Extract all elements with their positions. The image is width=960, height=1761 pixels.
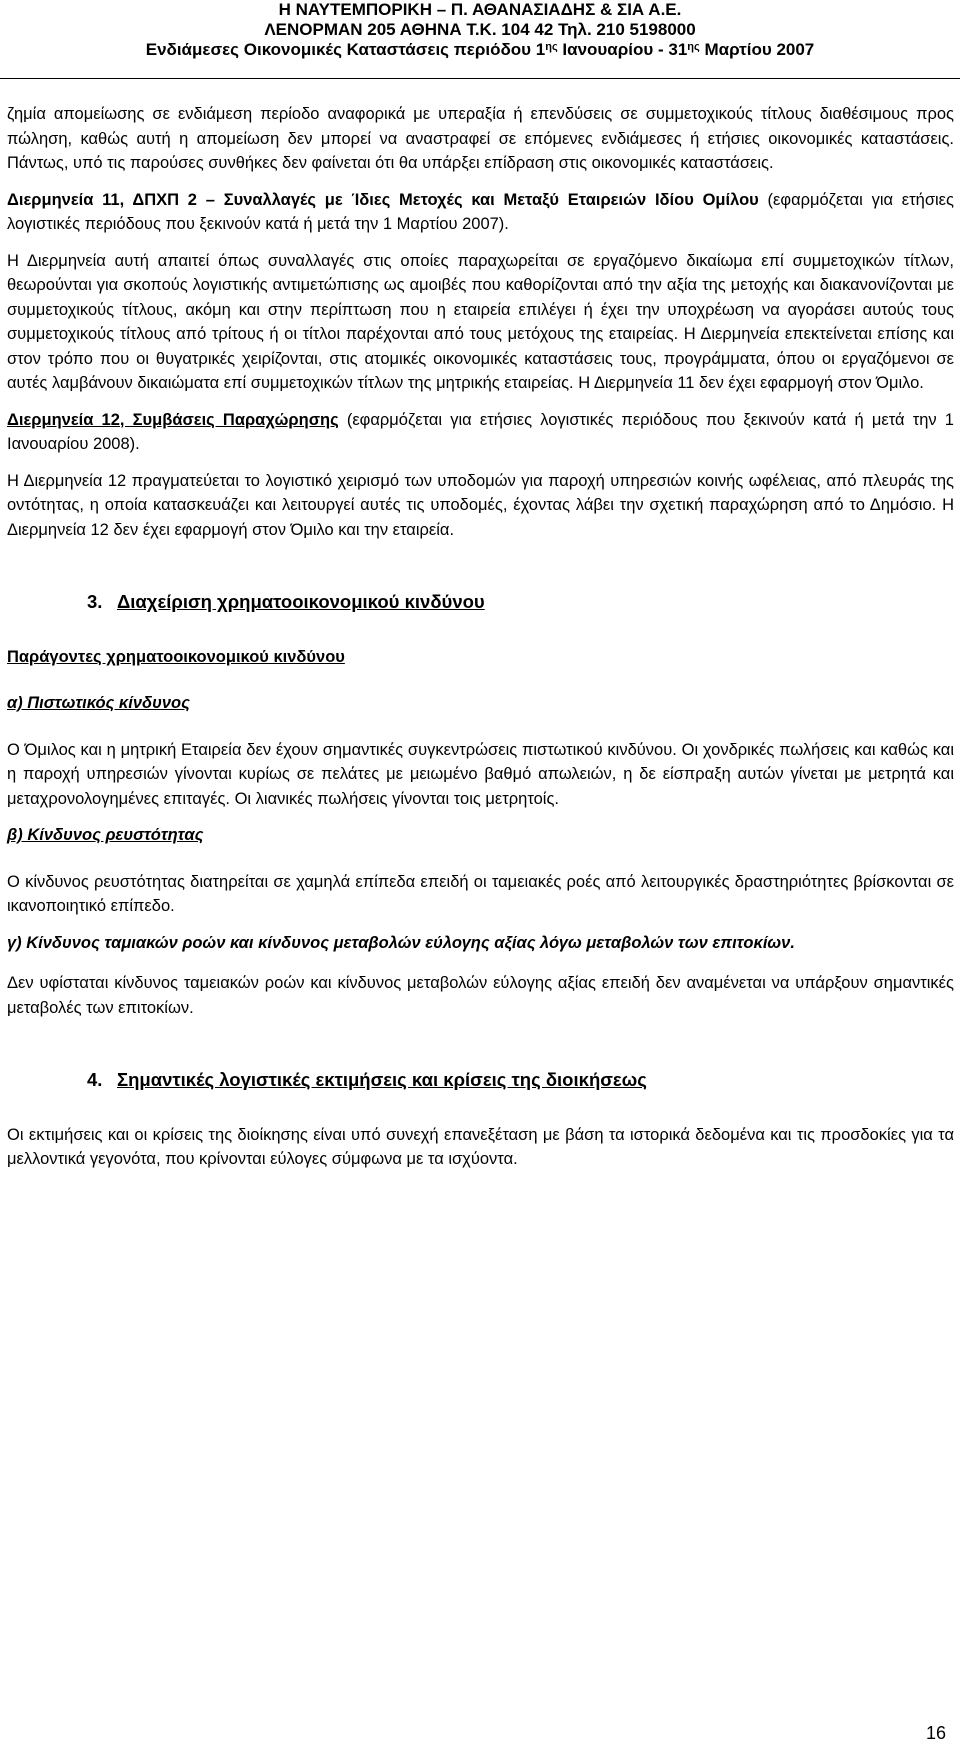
- subheading-financial-risk-factors: Παράγοντες χρηματοοικονομικού κινδύνου: [7, 647, 345, 666]
- paragraph-interpretation-12: Διερμηνεία 12, Συμβάσεις Παραχώρησης (εφαρμόζεται για ετήσιες λογιστικές περιόδους που ξεκινούν κατά ή μετά την 1 Ιανουαρίου 2008).: [7, 410, 954, 453]
- page-number: 16: [925, 1723, 946, 1743]
- paragraph-impairment: ζημία απομείωσης σε ενδιάμεση περίοδο αναφορικά με υπεραξία ή επενδύσεις σε συμμετοχικούς τίτλους διαθέσιμους προς πώληση, καθώς αυτή η απομείωση δεν μπορεί να αναστραφεί σε επόμενες ενδιάμεσες ή ετήσιες οικονομικές καταστάσεις. Πάντως, υπό τις παρούσες συνθήκες δεν φαίνεται ότι θα υπάρξει επίδραση στις οικονομικές καταστάσεις.: [7, 105, 954, 172]
- paragraph-estimates: Οι εκτιμήσεις και οι κρίσεις της διοίκησης είναι υπό συνεχή επανεξέταση με βάση τα ιστορικά δεδομένα και τις προσδοκίες για τα μελλοντικά γεγονότα, που κρίνονται εύλογες σύμφωνα με τα ισχύοντα.: [7, 1125, 954, 1168]
- company-address: ΛΕΝΟΡΜΑΝ 205 ΑΘΗΝΑ Τ.Κ. 104 42 Τηλ. 210 5198000: [264, 20, 696, 39]
- company-name: Η ΝΑΥΤΕΜΠΟΡΙΚΗ – Π. ΑΘΑΝΑΣΙΑΔΗΣ & ΣΙΑ Α.Ε.: [278, 0, 682, 19]
- interpretation-12-title: Διερμηνεία 12, Συμβάσεις Παραχώρησης: [7, 410, 339, 429]
- section-heading-4: 4. Σημαντικές λογιστικές εκτιμήσεις και κρίσεις της διοικήσεως: [87, 1069, 647, 1090]
- report-period-title: Ενδιάμεσες Οικονομικές Καταστάσεις περιόδου $1^{\eta\varsigma}$ Ιανουαρίου - $31^{\eta\varsigma}$ Μαρτίου 2007: [145, 40, 815, 59]
- paragraph-interpretation-11: Διερμηνεία 11, ΔΠΧΠ 2 – Συναλλαγές με Ίδιες Μετοχές και Μεταξύ Εταιρειών Ιδίου Ομίλου (εφαρμόζεται για ετήσιες λογιστικές περιόδους που ξεκινούν κατά ή μετά την 1 Μαρτίου 2007).: [7, 190, 954, 233]
- paragraph-interpretation-12-detail: Η Διερμηνεία 12 πραγματεύεται το λογιστικό χειρισμό των υποδομών για παροχή υπηρεσιών κοινής ωφέλειας, από πλευράς της οντότητας, η οποία κατασκευάζει και λειτουργεί αυτές τις υποδομές, έχοντας λάβει την σχετική παραχώρηση από το Δημόσιο. Η Διερμηνεία 12 δεν έχει εφαρμογή στον Όμιλο και την εταιρεία.: [7, 471, 954, 539]
- document-header: [0, 0, 960, 63]
- subheading-liquidity-risk: β) Κίνδυνος ρευστότητας: [7, 826, 204, 844]
- paragraph-liquidity-risk: Ο κίνδυνος ρευστότητας διατηρείται σε χαμηλά επίπεδα επειδή οι ταμειακές ροές από λειτουργικές δραστηριότητες βρίσκονται σε ικανοποιητικό επίπεδο.: [7, 872, 954, 915]
- section-heading-3: 3. Διαχείριση χρηματοοικονομικού κινδύνου: [87, 591, 485, 612]
- paragraph-credit-risk: Ο Όμιλος και η μητρική Εταιρεία δεν έχουν σημαντικές συγκεντρώσεις πιστωτικού κινδύνου. Οι χονδρικές πωλήσεις και καθώς και η παροχή υπηρεσιών γίνονται κυρίως σε πελάτες με μειωμένο βαθμό απωλειών, η δε είσπραξη αυτών γίνεται με μετρητά και μεταχρονολογημένες επιταγές. Οι λιανικές πωλήσεις γίνονται τοις μετρητοίς.: [7, 740, 954, 808]
- document-body: [7, 102, 954, 1184]
- interpretation-11-title: Διερμηνεία 11, ΔΠΧΠ 2 – Συναλλαγές με Ίδιες Μετοχές και Μεταξύ Εταιρειών Ιδίου Ομίλου: [7, 190, 759, 209]
- subheading-credit-risk: α) Πιστωτικός κίνδυνος: [7, 694, 190, 712]
- subheading-interest-rate-risk: γ) Κίνδυνος ταμιακών ροών και κίνδυνος μεταβολών εύλογης αξίας λόγω μεταβολών των επιτοκίων.: [7, 933, 795, 952]
- paragraph-interpretation-11-detail: Η Διερμηνεία αυτή απαιτεί όπως συναλλαγές στις οποίες παραχωρείται σε εργαζόμενο δικαίωμα επί συμμετοχικών τίτλων, θεωρούνται για σκοπούς λογιστικής αντιμετώπισης ως αμοιβές που καθορίζονται από την αξία της μετοχής και διακανονίζονται με συμμετοχικούς τίτλους, ακόμη και στην περίπτωση που η εταιρεία επιλέγει ή έχει την υποχρέωση να αγοράσει αυτούς τους συμμετοχικούς τίτλους από τρίτους ή οι τίτλοι παρέχονται από τους μετόχους της εταιρείας. Η Διερμηνεία επεκτείνεται επίσης και στον τρόπο που οι θυγατρικές χειρίζονται, στις ατομικές οικονομικές καταστάσεις τους, προγράμματα, όπου οι εργαζόμενοι σε αυτές λαμβάνουν δικαιώματα επί συμμετοχικών τίτλων της μητρικής εταιρείας. Η Διερμηνεία 11 δεν έχει εφαρμογή στον Όμιλο.: [7, 251, 954, 392]
- header-divider: [0, 78, 960, 79]
- paragraph-interest-rate-risk: Δεν υφίσταται κίνδυνος ταμειακών ροών και κίνδυνος μεταβολών εύλογης αξίας επειδή δεν αναμένεται να υπάρξουν σημαντικές μεταβολές των επιτοκίων.: [7, 974, 954, 1017]
